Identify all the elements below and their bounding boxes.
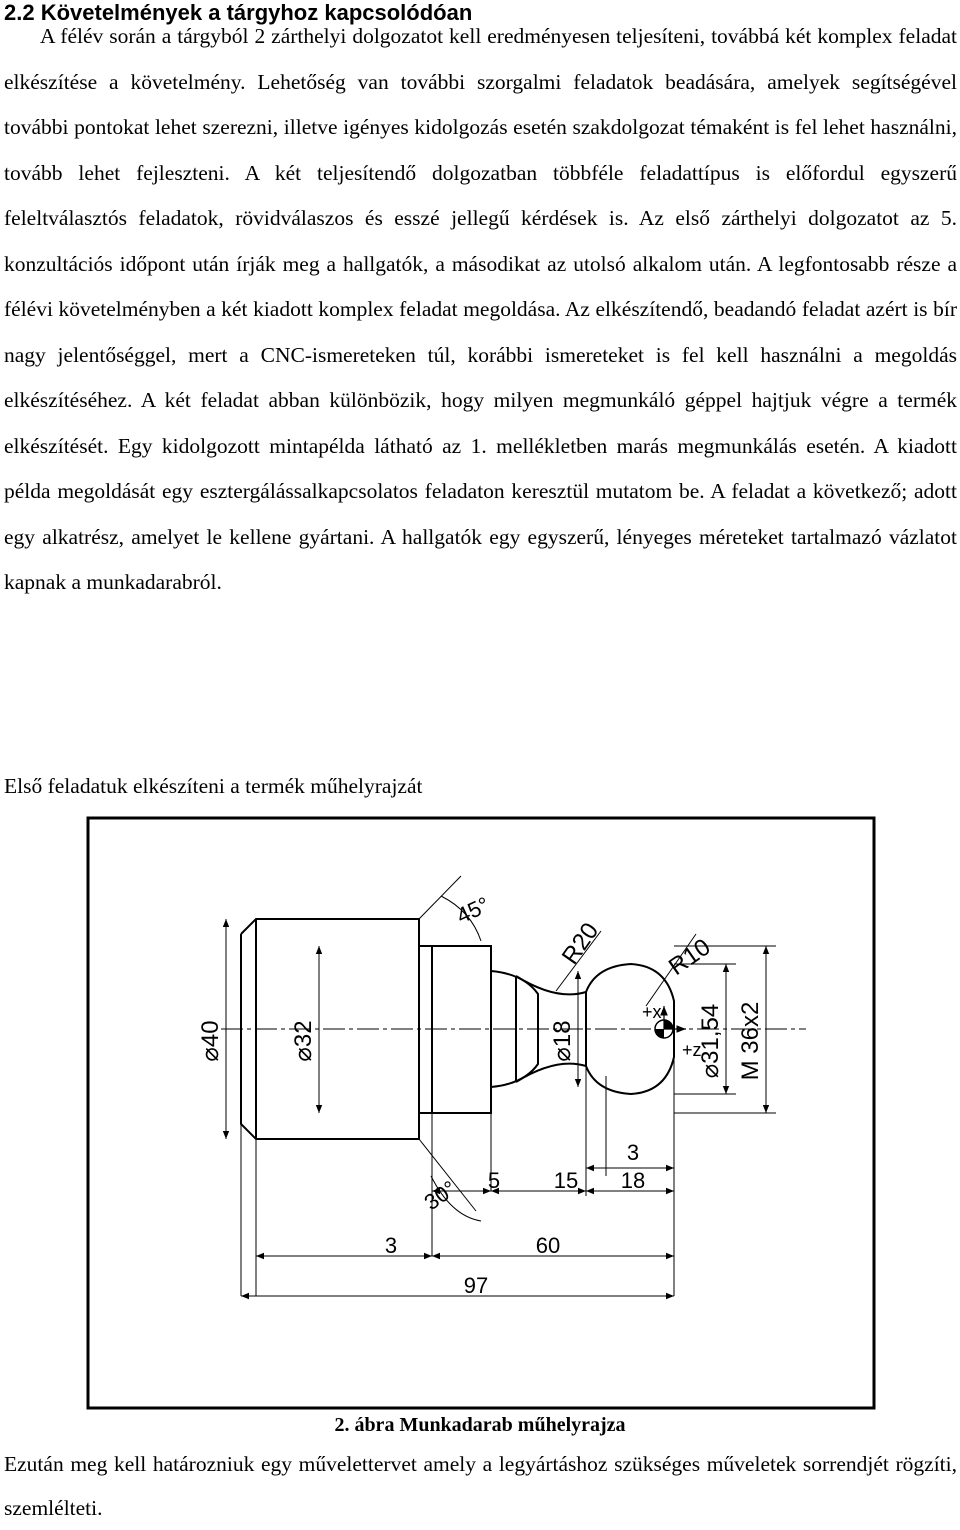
dim-r10-label: R10 bbox=[663, 933, 716, 981]
workpiece-drawing bbox=[86, 816, 876, 1410]
dim-d3154-label: ⌀31,54 bbox=[697, 1003, 724, 1079]
dim-m36-label: M 36x2 bbox=[737, 1001, 764, 1081]
axis-z-label: +z bbox=[682, 1040, 702, 1060]
dim-3b-label: 3 bbox=[626, 1140, 640, 1165]
dim-60-label: 60 bbox=[535, 1233, 561, 1258]
dim-5-label: 5 bbox=[487, 1168, 501, 1193]
angle-30-label: 30° bbox=[419, 1175, 462, 1216]
section-heading: 2.2 Követelmények a tárgyhoz kapcsolódóan bbox=[4, 0, 473, 25]
dim-15-label: 15 bbox=[553, 1168, 579, 1193]
technical-drawing-svg bbox=[86, 816, 876, 1410]
dim-3a-label: 3 bbox=[384, 1233, 398, 1258]
figure-caption: 2. ábra Munkadarab műhelyrajza bbox=[334, 1414, 626, 1436]
paragraph-requirements: A félév során a tárgyból 2 zárthelyi dolgozatot kell eredményesen teljesíteni, továbbá két komplex feladat elkészítése a követelmény. Lehetőség van további szorgalmi feladatok beadására, amelyek segítségével további pontokat lehet szerezni, illetve igényes kidolgozás esetén szakdolgozat témaként is fel lehet használni, tovább lehet fejleszteni. A két teljesítendő dolgozatban többféle feladattípus is előfordul egyszerű feleltválasztós feladatok, rövidválaszos és esszé jellegű kérdések is. Az első zárthelyi dolgozatot az 5. konzultációs időpont után írják meg a hallgatók, a másodikat az utolsó alkalom után. A legfontosabb része a félévi követelményben a két kiadott komplex feladat megoldása. Az elkészítendő, beadandó feladat azért is bír nagy jelentőséggel, mert a CNC-ismereteken túl, korábbi ismereteket is fel kell használni a megoldás elkészítéséhez. A két feladat abban különbözik, hogy milyen megmunkáló géppel hajtjuk végre a termék elkészítését. Egy kidolgozott mintapélda látható az 1. mellékletben marás megmunkálás esetén. A kiadott példa megoldását egy esztergálássalkapcsolatos feladaton keresztül mutatom be. A feladat a következő; adott egy alkatrész, amelyet le kellene gyártani. A hallgatók egy egyszerű, lényeges méreteket tartalmazó vázlatot kapnak a munkadarabról. bbox=[4, 24, 957, 594]
dim-97-label: 97 bbox=[463, 1273, 489, 1298]
dim-d40-label: ⌀40 bbox=[197, 1020, 224, 1062]
paragraph-operation-plan: Ezután meg kell határozniuk egy művelettervet amely a legyártáshoz szükséges műveletek sorrendjét rögzíti, szemlélteti. bbox=[4, 1452, 957, 1520]
dim-d18-label: ⌀18 bbox=[549, 1020, 576, 1062]
dim-18-label: 18 bbox=[620, 1168, 646, 1193]
angle-45-label: 45° bbox=[452, 891, 494, 929]
axis-x-label: +x bbox=[642, 1002, 662, 1022]
dim-r20-label: R20 bbox=[556, 917, 605, 970]
dim-d32-label: ⌀32 bbox=[290, 1020, 317, 1062]
paragraph-first-task: Első feladatuk elkészíteni a termék műhelyrajzát bbox=[4, 774, 423, 798]
